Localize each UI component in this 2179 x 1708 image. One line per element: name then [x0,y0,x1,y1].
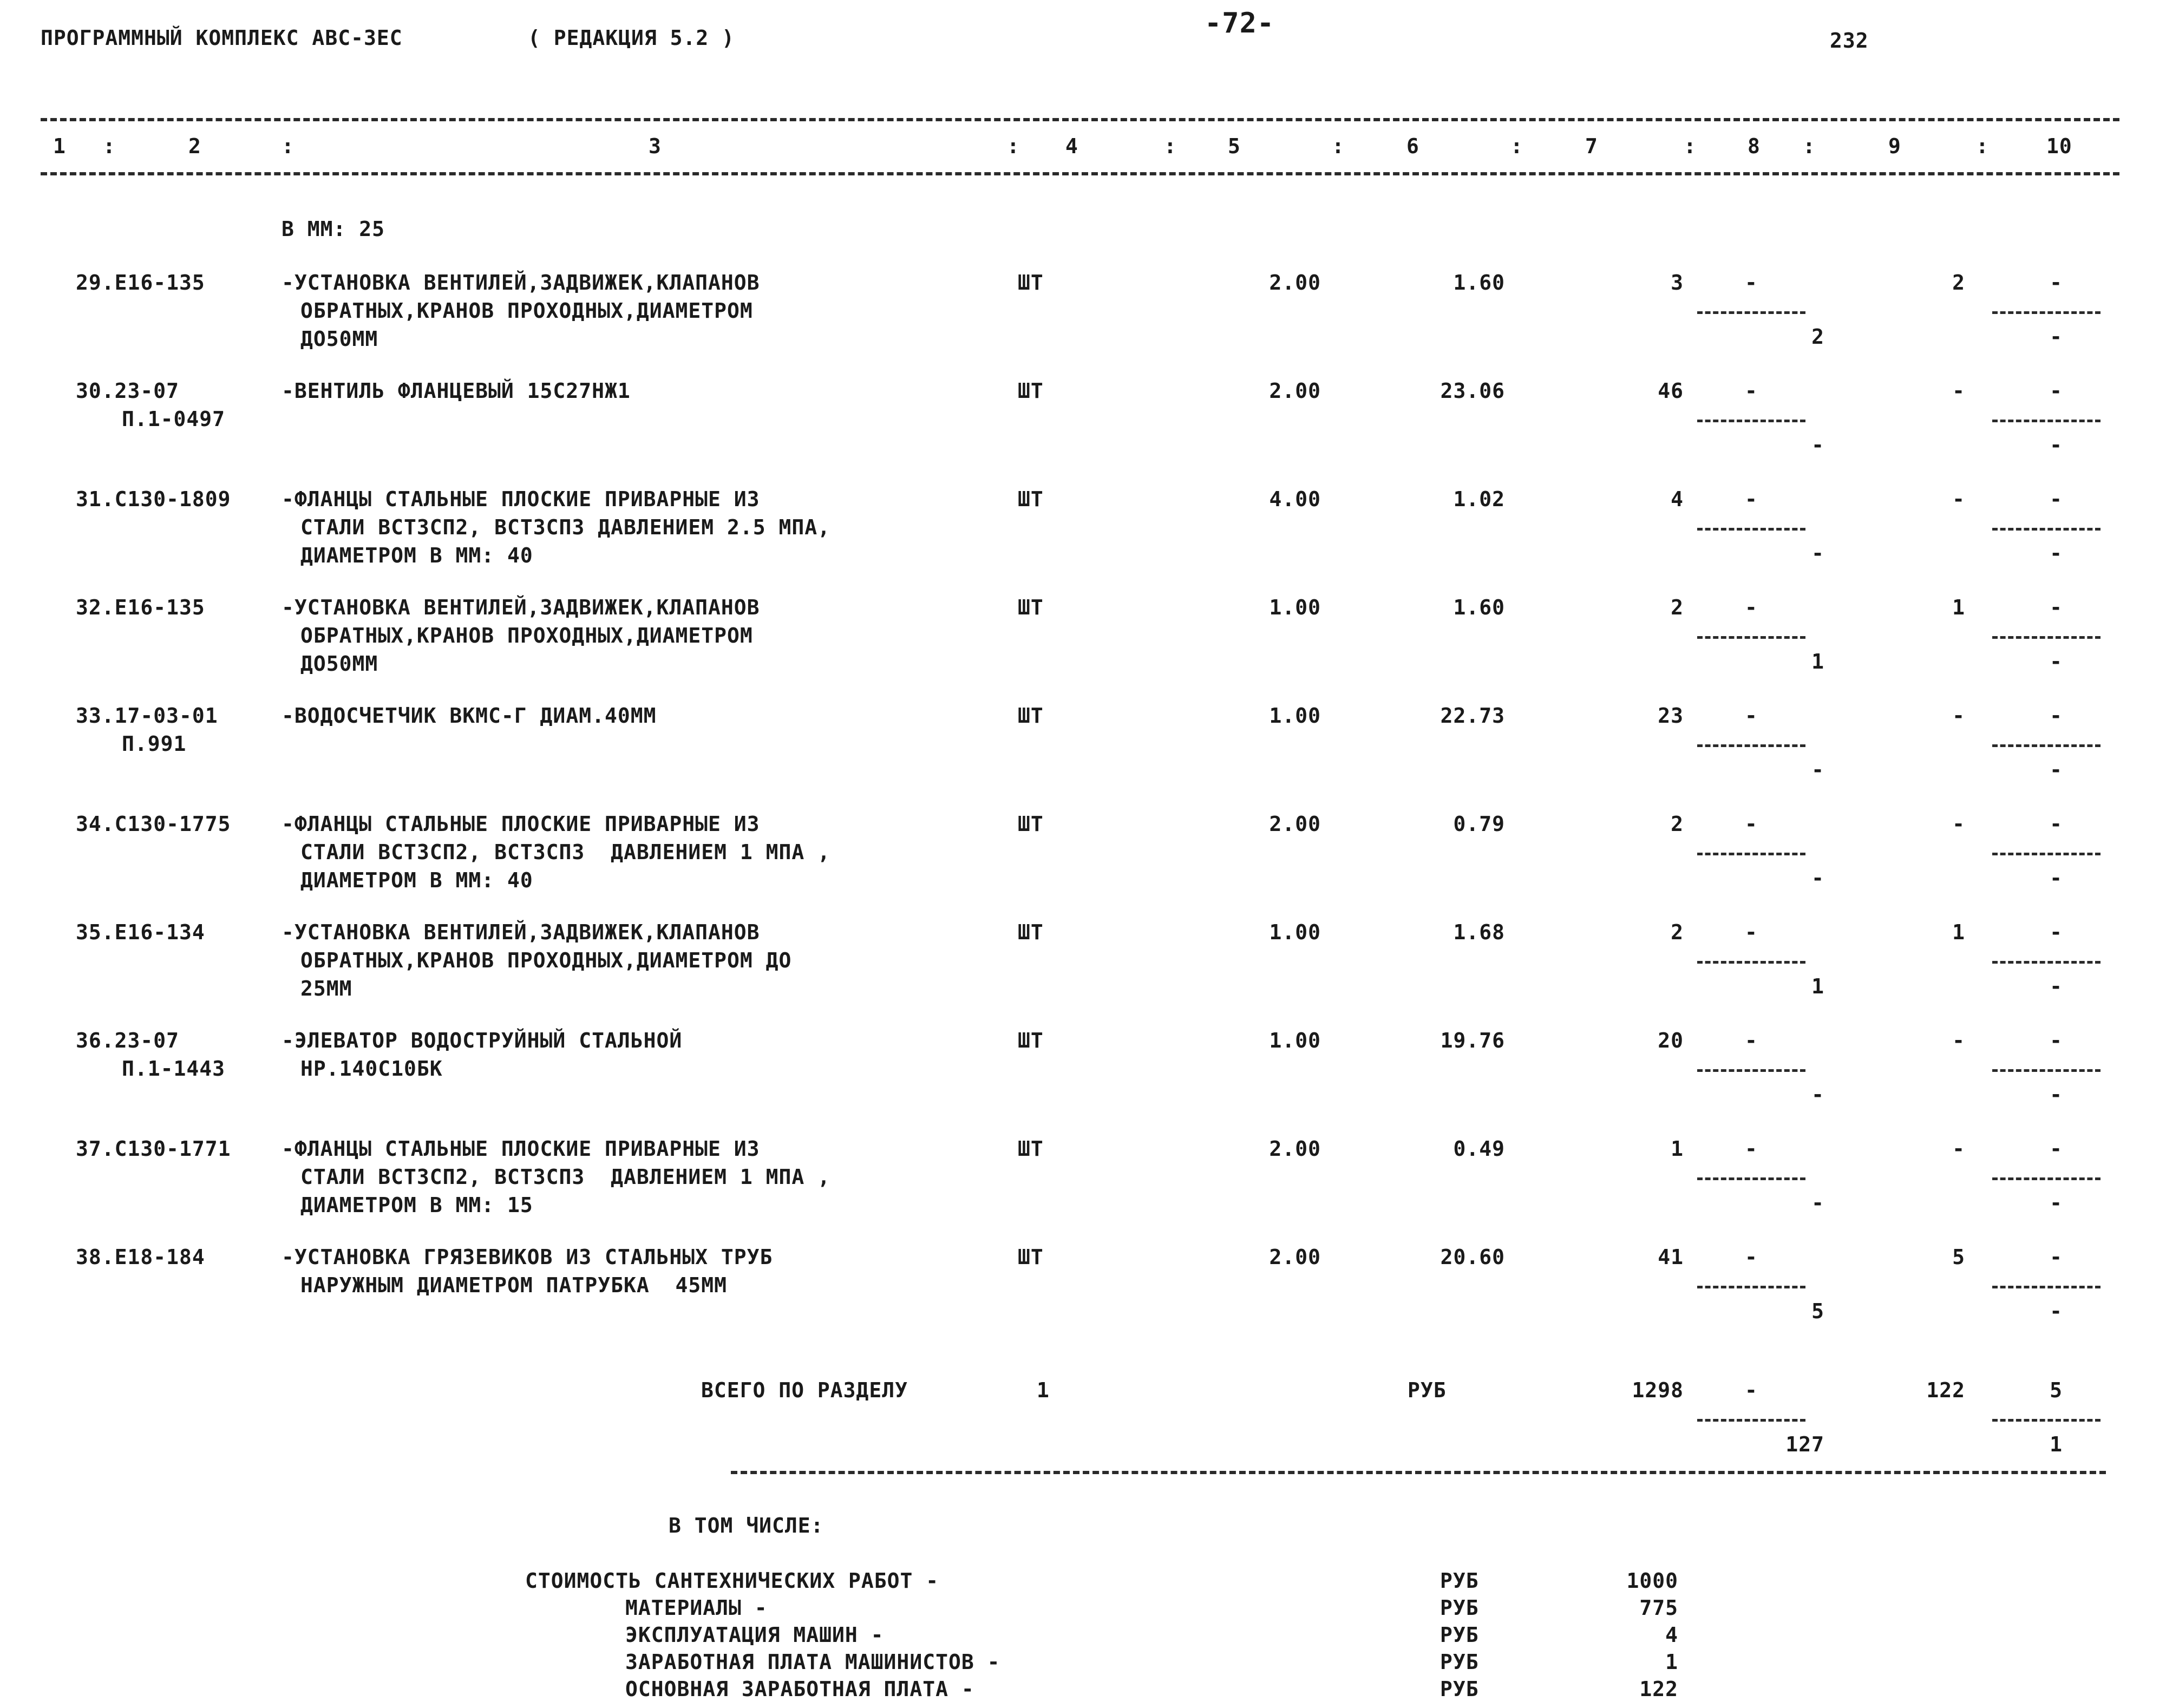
row-unit-price: 1.60 [1453,595,1505,619]
row-col10-underline [1992,420,2101,422]
row-col9: - [1952,812,1965,836]
row-col8-underline [1697,528,1805,531]
row-total: 2 [1671,920,1684,944]
including-item-value: 1000 [1626,1569,1678,1593]
page-number: -72- [1205,7,1275,40]
row-code: 36.23-07 [76,1029,180,1052]
row-col10: - [2050,1137,2063,1161]
column-number: 9 [1888,134,1901,158]
row-description-line: -ЭЛЕВАТОР ВОДОСТРУЙНЫЙ СТАЛЬНОЙ [282,1029,683,1052]
row-unit-price: 22.73 [1440,704,1505,728]
row-description-line: -ФЛАНЦЫ СТАЛЬНЫЕ ПЛОСКИЕ ПРИВАРНЫЕ ИЗ [282,812,760,836]
row-col8-lower: 1 [1811,974,1824,998]
including-item-unit: РУБ [1440,1569,1479,1593]
row-code-sub: П.991 [122,732,187,756]
row-col8-lower: 2 [1811,325,1824,349]
row-unit-price: 19.76 [1440,1029,1505,1052]
row-col10: - [2050,379,2063,403]
row-description-line: 25ММ [300,977,352,1000]
row-description-line: НАРУЖНЫМ ДИАМЕТРОМ ПАТРУБКА 45ММ [300,1273,727,1297]
row-unit-price: 1.68 [1453,920,1505,944]
row-code: 32.Е16-135 [76,595,205,619]
row-col8-lower: 1 [1811,650,1824,673]
row-col8-lower: - [1811,1083,1824,1107]
row-description-line: -ВОДОСЧЕТЧИК ВКМС-Г ДИАМ.40ММ [282,704,657,728]
including-item-label: МАТЕРИАЛЫ - [625,1596,768,1620]
row-description-line: ДИАМЕТРОМ В ММ: 15 [300,1193,533,1217]
row-col8-lower: 5 [1811,1299,1824,1323]
column-separator: : [1976,134,1989,158]
row-col8: - [1745,704,1758,728]
row-col10-underline [1992,311,2101,314]
row-col10: - [2050,595,2063,619]
row-col8-lower: - [1811,1191,1824,1215]
row-code: 34.С130-1775 [76,812,231,836]
row-unit: ШТ [1018,595,1044,619]
row-quantity: 4.00 [1269,487,1321,511]
row-unit-price: 0.79 [1453,812,1505,836]
row-col9: 2 [1952,271,1965,295]
row-quantity: 2.00 [1269,271,1321,295]
row-col8-lower: - [1811,866,1824,890]
row-description-line: -ФЛАНЦЫ СТАЛЬНЫЕ ПЛОСКИЕ ПРИВАРНЫЕ ИЗ [282,1137,760,1161]
row-col8: - [1745,1245,1758,1269]
row-code: 38.Е18-184 [76,1245,205,1269]
row-code: 37.С130-1771 [76,1137,231,1161]
row-unit: ШТ [1018,379,1044,403]
row-total: 1 [1671,1137,1684,1161]
row-total: 20 [1658,1029,1684,1052]
row-unit: ШТ [1018,704,1044,728]
row-col8: - [1745,1137,1758,1161]
including-item-unit: РУБ [1440,1596,1479,1620]
column-number: 7 [1585,134,1598,158]
column-number: 10 [2046,134,2072,158]
row-unit: ШТ [1018,1245,1044,1269]
row-col8: - [1745,271,1758,295]
row-description-line: СТАЛИ ВСТ3СП2, ВСТ3СП3 ДАВЛЕНИЕМ 1 МПА , [300,840,830,864]
column-number: 2 [188,134,201,158]
including-item-label: ОСНОВНАЯ ЗАРАБОТНАЯ ПЛАТА - [625,1677,974,1701]
row-col10-lower: - [2050,433,2063,457]
row-col10: - [2050,920,2063,944]
row-description-line: -УСТАНОВКА ВЕНТИЛЕЙ,ЗАДВИЖЕК,КЛАПАНОВ [282,920,760,944]
row-description-line: НР.140С10БК [300,1057,443,1081]
row-col8-lower: - [1811,433,1824,457]
including-item-unit: РУБ [1440,1623,1479,1647]
total-unit: РУБ [1408,1378,1447,1402]
row-col10-lower: - [2050,650,2063,673]
row-unit: ШТ [1018,487,1044,511]
row-col8: - [1745,1029,1758,1052]
row-col10: - [2050,704,2063,728]
row-col8-underline [1697,744,1805,747]
row-quantity: 1.00 [1269,704,1321,728]
row-description-line: ОБРАТНЫХ,КРАНОВ ПРОХОДНЫХ,ДИАМЕТРОМ [300,299,753,323]
column-separator: : [1510,134,1523,158]
row-col10-lower: - [2050,1083,2063,1107]
row-col8: - [1745,379,1758,403]
row-col10-underline [1992,744,2101,747]
including-item-value: 122 [1639,1677,1678,1701]
total-col10-underline [1992,1419,2101,1422]
column-number: 3 [649,134,662,158]
total-col9: 122 [1926,1378,1965,1402]
row-col10: - [2050,487,2063,511]
row-unit-price: 23.06 [1440,379,1505,403]
row-quantity: 2.00 [1269,379,1321,403]
row-description-line: СТАЛИ ВСТ3СП2, ВСТ3СП3 ДАВЛЕНИЕМ 2.5 МПА, [300,515,830,539]
total-col8-lower: 127 [1785,1432,1824,1456]
column-number: 4 [1065,134,1078,158]
including-item-unit: РУБ [1440,1650,1479,1674]
row-quantity: 1.00 [1269,595,1321,619]
including-item-label: ЭКСПЛУАТАЦИЯ МАШИН - [625,1623,884,1647]
row-unit: ШТ [1018,1029,1044,1052]
row-description-line: -УСТАНОВКА ГРЯЗЕВИКОВ ИЗ СТАЛЬНЫХ ТРУБ [282,1245,773,1269]
row-total: 41 [1658,1245,1684,1269]
row-description-line: ДИАМЕТРОМ В ММ: 40 [300,544,533,567]
row-col9: - [1952,704,1965,728]
row-description-line: ДИАМЕТРОМ В ММ: 40 [300,868,533,892]
row-unit-price: 1.60 [1453,271,1505,295]
including-item-value: 775 [1639,1596,1678,1620]
row-col10-lower: - [2050,758,2063,782]
row-unit: ШТ [1018,920,1044,944]
row-code-sub: П.1-1443 [122,1057,226,1081]
total-col10-lower: 1 [2050,1432,2063,1456]
row-col9: - [1952,1029,1965,1052]
row-quantity: 1.00 [1269,920,1321,944]
row-col9: 5 [1952,1245,1965,1269]
header-top-rule [41,118,2119,121]
row-total: 3 [1671,271,1684,295]
row-col8-lower: - [1811,758,1824,782]
including-item-label: СТОИМОСТЬ САНТЕХНИЧЕСКИХ РАБОТ - [525,1569,939,1593]
including-item-unit: РУБ [1440,1677,1479,1701]
row-col9: - [1952,379,1965,403]
row-col8: - [1745,487,1758,511]
row-col8-underline [1697,420,1805,422]
total-col4: 1 [1037,1378,1050,1402]
row-description-line: -ФЛАНЦЫ СТАЛЬНЫЕ ПЛОСКИЕ ПРИВАРНЫЕ ИЗ [282,487,760,511]
row-description-line: ДО50ММ [300,652,378,676]
row-quantity: 2.00 [1269,1245,1321,1269]
including-label: В ТОМ ЧИСЛЕ: [669,1514,824,1537]
row-col9: - [1952,1137,1965,1161]
including-item-value: 4 [1665,1623,1678,1647]
row-col9: 1 [1952,595,1965,619]
row-col9: 1 [1952,920,1965,944]
row-col10-underline [1992,528,2101,531]
row-col10: - [2050,812,2063,836]
row-total: 23 [1658,704,1684,728]
row-description-line: ОБРАТНЫХ,КРАНОВ ПРОХОДНЫХ,ДИАМЕТРОМ ДО [300,948,792,972]
row-unit: ШТ [1018,1137,1044,1161]
column-separator: : [1684,134,1697,158]
row-quantity: 1.00 [1269,1029,1321,1052]
row-description-line: -УСТАНОВКА ВЕНТИЛЕЙ,ЗАДВИЖЕК,КЛАПАНОВ [282,271,760,295]
header-bottom-rule [41,172,2119,175]
row-col10: - [2050,271,2063,295]
column-separator: : [1332,134,1345,158]
row-col10-underline [1992,1286,2101,1288]
row-quantity: 2.00 [1269,812,1321,836]
row-col9: - [1952,487,1965,511]
row-unit-price: 0.49 [1453,1137,1505,1161]
row-col8-underline [1697,853,1805,855]
column-number: 8 [1748,134,1761,158]
row-code: 35.Е16-134 [76,920,205,944]
row-unit-price: 20.60 [1440,1245,1505,1269]
row-unit: ШТ [1018,812,1044,836]
row-description-line: -ВЕНТИЛЬ ФЛАНЦЕВЫЙ 15С27НЖ1 [282,379,631,403]
column-number: 1 [53,134,66,158]
column-number: 6 [1406,134,1419,158]
row-total: 2 [1671,812,1684,836]
row-col8: - [1745,595,1758,619]
row-col10: - [2050,1029,2063,1052]
row-col10-lower: - [2050,1191,2063,1215]
row-col8-underline [1697,961,1805,964]
row-description-line: ДО50ММ [300,327,378,351]
total-col10: 5 [2050,1378,2063,1402]
row-col8-underline [1697,311,1805,314]
total-rule [731,1471,2106,1474]
column-separator: : [1007,134,1020,158]
row-col10-underline [1992,853,2101,855]
row-unit-price: 1.02 [1453,487,1505,511]
row-col8-underline [1697,636,1805,639]
pre-text: В ММ: 25 [282,217,385,241]
row-col8-underline [1697,1069,1805,1072]
row-col10-lower: - [2050,866,2063,890]
column-separator: : [103,134,116,158]
total-amount: 1298 [1632,1378,1684,1402]
row-code: 29.Е16-135 [76,271,205,295]
row-code-sub: П.1-0497 [122,407,226,431]
column-number: 5 [1228,134,1241,158]
row-col10-underline [1992,1069,2101,1072]
row-description-line: -УСТАНОВКА ВЕНТИЛЕЙ,ЗАДВИЖЕК,КЛАПАНОВ [282,595,760,619]
including-item-label: ЗАРАБОТНАЯ ПЛАТА МАШИНИСТОВ - [625,1650,1000,1674]
row-col10-lower: - [2050,541,2063,565]
row-code: 30.23-07 [76,379,180,403]
row-total: 2 [1671,595,1684,619]
row-col10-lower: - [2050,974,2063,998]
sheet-number: 232 [1830,29,1869,53]
row-total: 46 [1658,379,1684,403]
row-description-line: СТАЛИ ВСТ3СП2, ВСТ3СП3 ДАВЛЕНИЕМ 1 МПА , [300,1165,830,1189]
including-item-value: 1 [1665,1650,1678,1674]
column-separator: : [1164,134,1177,158]
row-unit: ШТ [1018,271,1044,295]
total-col8-underline [1697,1419,1805,1422]
row-col10-underline [1992,636,2101,639]
row-col10: - [2050,1245,2063,1269]
edition-label: ( РЕДАКЦИЯ 5.2 ) [528,26,735,50]
row-col10-lower: - [2050,1299,2063,1323]
row-code: 33.17-03-01 [76,704,218,728]
row-col10-lower: - [2050,325,2063,349]
row-col10-underline [1992,1177,2101,1180]
row-quantity: 2.00 [1269,1137,1321,1161]
total-label: ВСЕГО ПО РАЗДЕЛУ [701,1378,908,1402]
row-col8-lower: - [1811,541,1824,565]
row-col8: - [1745,812,1758,836]
row-col8-underline [1697,1177,1805,1180]
row-col8: - [1745,920,1758,944]
program-title: ПРОГРАММНЫЙ КОМПЛЕКС АВС-3ЕС [41,26,403,50]
column-separator: : [1803,134,1816,158]
total-col8: - [1745,1378,1758,1402]
column-separator: : [282,134,295,158]
row-col10-underline [1992,961,2101,964]
row-code: 31.С130-1809 [76,487,231,511]
row-total: 4 [1671,487,1684,511]
row-description-line: ОБРАТНЫХ,КРАНОВ ПРОХОДНЫХ,ДИАМЕТРОМ [300,624,753,647]
row-col8-underline [1697,1286,1805,1288]
